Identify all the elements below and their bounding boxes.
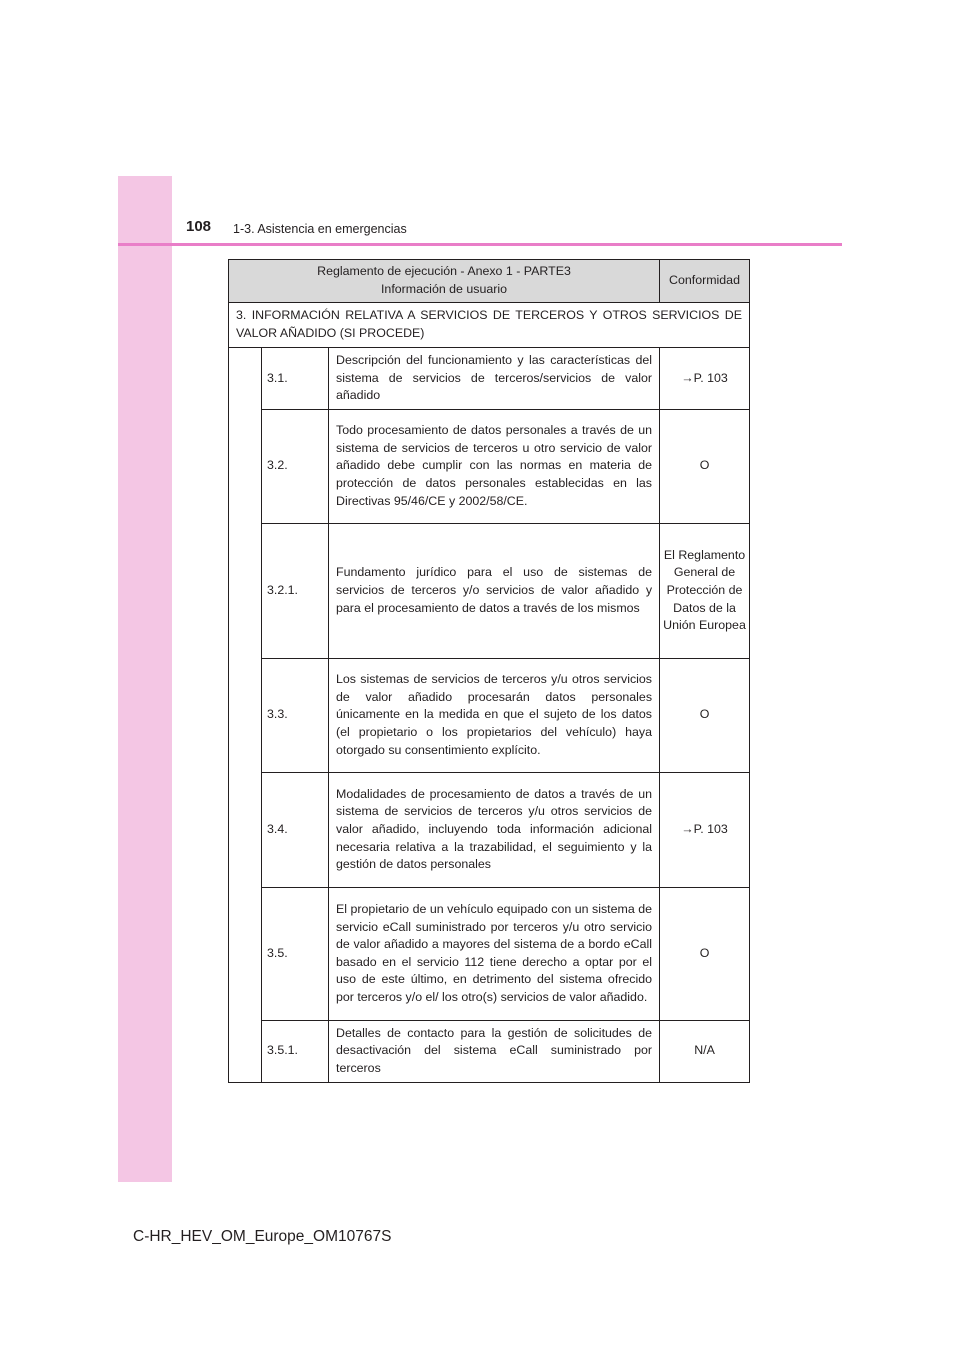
row-description: Descripción del funcionamiento y las características del sistema de servicios de terceros/servicios de valor añadido: [329, 348, 660, 410]
table-header-row: [229, 260, 750, 303]
row-description: Detalles de contacto para la gestión de solicitudes de desactivación del sistema eCall suministrado por terceros: [329, 1020, 660, 1082]
document-code: C-HR_HEV_OM_Europe_OM10767S: [133, 1228, 392, 1245]
row-number: 3.2.1.: [262, 523, 329, 658]
row-description: Fundamento jurídico para el uso de sistemas de servicios de terceros y/o servicios de valor añadido y para el procesamiento de datos a través de los mismos: [329, 523, 660, 658]
row-number: 3.3.: [262, 658, 329, 772]
row-description: Modalidades de procesamiento de datos a través de un sistema de servicios de terceros y/u otros servicios de valor añadido, incluyendo toda información adicional necesaria relativa a la trazabilidad, el seguimiento y la gestión de datos personales: [329, 772, 660, 887]
row-conformity: O: [660, 658, 750, 772]
header-regulation-line2: Información de usuario: [380, 282, 508, 296]
row-number: 3.1.: [262, 348, 329, 410]
indent-blank-cell: [229, 348, 262, 1083]
row-conformity: N/A: [660, 1020, 750, 1082]
section-title: 1-3. Asistencia en emergencias: [233, 222, 407, 236]
row-number: 3.5.1.: [262, 1020, 329, 1082]
header-regulation-line1: Reglamento de ejecución - Anexo 1 - PARTE3: [317, 264, 571, 279]
table-row: [229, 348, 750, 410]
row-description: El propietario de un vehículo equipado con un sistema de servicio eCall suministrado por terceros y/u otro servicio de valor añadido a mayores del sistema de a bordo eCall basado en el servicio 112 tiene derecho a optar por el uso de este último, en detrimento del sistema ofrecido por terceros y/o el/ los otro(s) servicios de valor añadido.: [329, 887, 660, 1020]
row-number: 3.4.: [262, 772, 329, 887]
row-conformity: O: [660, 887, 750, 1020]
side-color-band: [118, 176, 172, 1182]
row-description: Los sistemas de servicios de terceros y/u otros servicios de valor añadido procesarán datos personales únicamente en la medida en que el sujeto de los datos (el propietario o los propietarios del vehículo) haya otorgado su consentimiento explícito.: [329, 658, 660, 772]
section-heading-row: [229, 303, 750, 348]
table-row: [229, 772, 750, 887]
row-conformity: O: [660, 409, 750, 523]
row-number: 3.2.: [262, 409, 329, 523]
header-regulation-cell: [229, 260, 660, 303]
section-heading-cell: 3. INFORMACIÓN RELATIVA A SERVICIOS DE TERCEROS Y OTROS SERVICIOS DE VALOR AÑADIDO (SI PROCEDE): [229, 303, 750, 348]
row-conformity: →P. 103: [660, 772, 750, 887]
row-conformity: →P. 103: [660, 348, 750, 410]
page-number: 108: [186, 218, 212, 235]
row-description: Todo procesamiento de datos personales a través de un sistema de servicios de terceros u otro servicio de valor añadido debe cumplir con las normas en materia de protección de datos personales establecidas en las Directivas 95/46/CE y 2002/58/CE.: [329, 409, 660, 523]
table-row: [229, 523, 750, 658]
header-rule: [118, 243, 842, 246]
row-number: 3.5.: [262, 887, 329, 1020]
table-row: [229, 1020, 750, 1082]
table-row: [229, 887, 750, 1020]
table-row: [229, 409, 750, 523]
header-conformity-cell: Conformidad: [660, 260, 750, 303]
row-conformity: El Reglamento General de Protección de Datos de la Unión Europea: [660, 523, 750, 658]
regulation-table: [228, 259, 750, 1083]
table-row: [229, 658, 750, 772]
